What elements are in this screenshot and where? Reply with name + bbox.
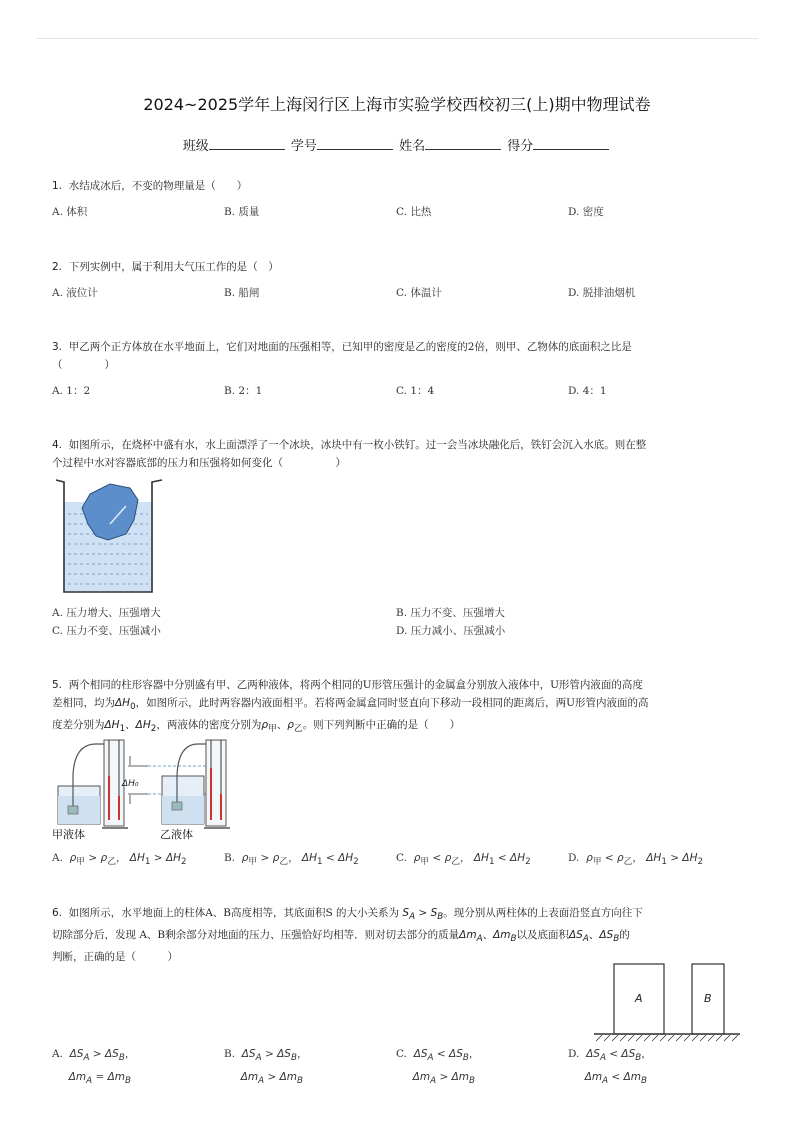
score-blank[interactable] (533, 137, 609, 150)
id-label: 学号 (290, 139, 317, 154)
question-3-stem: 3. 甲乙两个正方体放在水平地面上，它们对地面的压强相等，已知甲的密度是乙的密度的2倍，则甲、乙物体的底面积之比是 （ ） (52, 341, 632, 371)
q3-option-b[interactable]: B. 2：1 (224, 385, 263, 397)
q1-option-d[interactable]: D. 密度 (568, 206, 604, 218)
pillars-figure (592, 962, 742, 1044)
beaker-ice-figure (52, 476, 168, 600)
header-divider (36, 38, 758, 39)
q5-option-b[interactable]: B. $\rho_甲 > \rho_乙$， $\Delta H_1 < \Delta H_2$ (224, 852, 359, 868)
question-6-stem: 6. 如图所示，水平地面上的柱体A、B高度相等，其底面积S 的大小关系为 $S_A > S_B$。现分别从两柱体的上表面沿竖直方向往下 切除部分后，发现 A、B剩余部分对地面的压力、压强恰好均相等．则对切去部分的质量$\Delta m_A$、$\Delta m_B$以及底面积$\Delta S_A$、$\Delta S_B$的 判断，正确的是（ ） (52, 907, 643, 964)
question-5-stem: 5. 两个相同的柱形容器中分别盛有甲、乙两种液体，将两个相同的U形管压强计的金属盒分别放入液体中，U形管内液面的高度 差相同，均为$\Delta H_0$，如图所示，此时两容器内液面相平。若将两金属盒同时竖直向下移动一段相同的距离后，两U形管内液面的高 度差分别为$\Delta H_1$、$\Delta H_2$，两液体的密度分别为$\rho_甲$、$\rho_乙$。则下列判断中正确的是（ ） (52, 679, 649, 735)
q6-option-a[interactable]: A. $\Delta S_A > \Delta S_B$， $\Delta m_A = \Delta m_B$ (52, 1048, 136, 1087)
q2-option-d[interactable]: D. 脱排油烟机 (568, 287, 636, 299)
q2-option-a[interactable]: A. 液位计 (52, 287, 98, 299)
q3-option-c[interactable]: C. 1：4 (396, 385, 435, 397)
q3-option-d[interactable]: D. 4：1 (568, 385, 607, 397)
class-label: 班级 (182, 139, 209, 154)
q3-option-a[interactable]: A. 1：2 (52, 385, 91, 397)
delta-h0-label: ΔH₀ (122, 779, 139, 789)
page-title: 2024~2025学年上海闵行区上海市实验学校西校初三(上)期中物理试卷 (143, 95, 651, 114)
q4-option-b[interactable]: B. 压力不变、压强增大 (396, 607, 505, 619)
question-4-stem: 4. 如图所示，在烧杯中盛有水，水上面漂浮了一个冰块，冰块中有一枚小铁钉。过一会当冰块融化后，铁钉会沉入水底。则在整 个过程中水对容器底部的压力和压强将如何变化（ ） (52, 439, 647, 469)
q5-option-d[interactable]: D. $\rho_甲 < \rho_乙$， $\Delta H_1 > \Delta H_2$ (568, 852, 704, 868)
q2-option-b[interactable]: B. 船闸 (224, 287, 260, 299)
pillar-b-label: B (704, 992, 712, 1005)
ground-hatching (596, 1035, 738, 1041)
question-1-stem: 1. 水结成冰后，不变的物理量是（ ） (52, 180, 248, 192)
q6-option-b[interactable]: B. $\Delta S_A > \Delta S_B$， $\Delta m_A > \Delta m_B$ (224, 1048, 308, 1087)
pillar-a-label: A (635, 992, 643, 1005)
liquid-yi (162, 796, 204, 824)
class-blank[interactable] (209, 137, 285, 150)
fig5-label-jia: 甲液体 (52, 828, 85, 841)
q4-option-d[interactable]: D. 压力减小、压强减小 (396, 625, 506, 637)
q6-option-d[interactable]: D. $\Delta S_A < \Delta S_B$， $\Delta m_A < \Delta m_B$ (568, 1048, 652, 1087)
q5-option-c[interactable]: C. $\rho_甲 < \rho_乙$， $\Delta H_1 < \Delta H_2$ (396, 852, 531, 868)
q2-option-c[interactable]: C. 体温计 (396, 287, 442, 299)
name-label: 姓名 (399, 139, 426, 154)
u-tube-stand-jia (104, 740, 124, 826)
q1-option-b[interactable]: B. 质量 (224, 206, 260, 218)
u-tube-stand-yi (206, 740, 226, 826)
q1-option-c[interactable]: C. 比热 (396, 206, 432, 218)
q5-option-a[interactable]: A. $\rho_甲 > \rho_乙$， $\Delta H_1 > \Delta H_2$ (52, 852, 187, 868)
probe-box-jia (68, 806, 78, 814)
score-label: 得分 (507, 139, 534, 154)
student-info-line (0, 135, 794, 154)
liquid-jia (58, 796, 100, 824)
probe-box-yi (172, 802, 182, 810)
q4-option-a[interactable]: A. 压力增大、压强增大 (52, 607, 161, 619)
name-blank[interactable] (425, 137, 501, 150)
fig5-label-yi: 乙液体 (160, 828, 193, 841)
q1-option-a[interactable]: A. 体积 (52, 206, 88, 218)
q4-option-c[interactable]: C. 压力不变、压强减小 (52, 625, 161, 637)
q6-option-c[interactable]: C. $\Delta S_A < \Delta S_B$， $\Delta m_A > \Delta m_B$ (396, 1048, 480, 1087)
id-blank[interactable] (317, 137, 393, 150)
question-2-stem: 2. 下列实例中，属于利用大气压工作的是（ ） (52, 261, 279, 273)
